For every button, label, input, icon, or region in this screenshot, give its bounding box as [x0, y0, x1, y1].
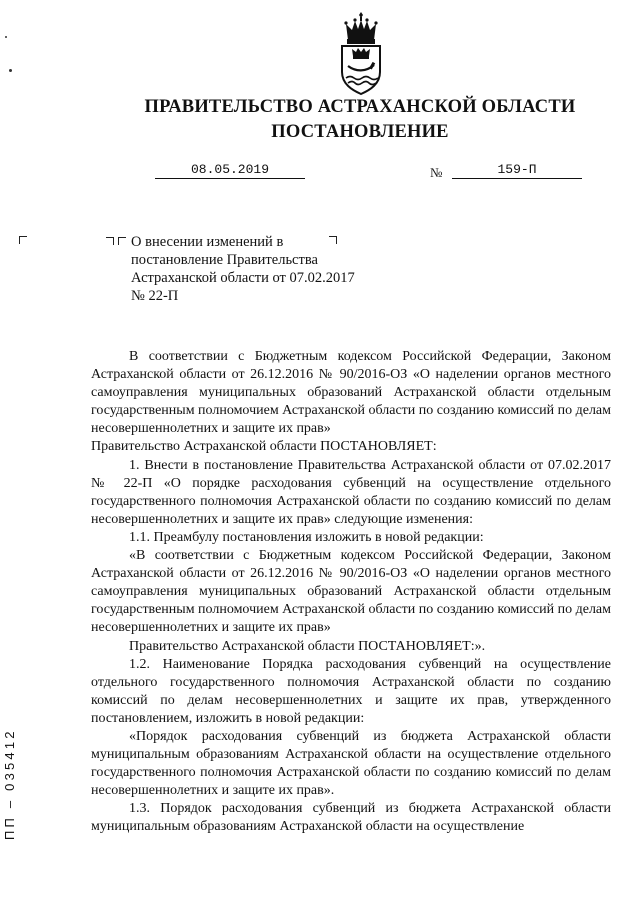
body-paragraph: «В соответствии с Бюджетным кодексом Российской Федерации, Законом Астраханской области от 26.12.2016 № 90/2016-ОЗ «О наделении органов местного самоуправления муниципальных образований Астраханской области отдельным государственным полномочием Астраханской области по созданию комиссий по делам несовершеннолетних и защите их прав»: [91, 548, 612, 636]
body-paragraph: 1.1. Преамбулу постановления изложить в новой редакции:: [129, 529, 484, 545]
government-heading: ПРАВИТЕЛЬСТВО АСТРАХАНСКОЙ ОБЛАСТИ: [144, 97, 576, 117]
form-serial-number: ПП – 035412: [2, 728, 17, 840]
document-body: [91, 348, 611, 837]
document-date: 08.05.2019: [155, 162, 305, 179]
corner-mark: [118, 237, 126, 245]
scan-speck: [9, 69, 12, 72]
body-paragraph: 1. Внести в постановление Правительства Астраханской области от 07.02.2017 № 22-П «О порядке расходования субвенций на осуществление отдельного государственного полномочия Астраханской области по созданию комиссий по делам несовершеннолетних и защите их прав» следующие изменения:: [91, 457, 611, 527]
document-subject: О внесении изменений в постановление Правительства Астраханской области от 07.02.2017 № 22-П: [131, 234, 355, 304]
body-paragraph: 1.3. Порядок расходования субвенций из бюджета Астраханской области муниципальным образованиям Астраханской области на осуществление: [91, 801, 611, 835]
body-paragraph: 1.2. Наименование Порядка расходования субвенций на осуществление отдельного государственного полномочия Астраханской области по созданию комиссий по делам несовершеннолетних и защите их прав, утвержденного постановлением, изложить в новой редакции:: [91, 656, 611, 726]
body-paragraph: «Порядок расходования субвенций из бюджета Астраханской области муниципальным образованиям Астраханской области на осуществление отдельного государственного полномочия Астраханской области по созданию комиссий по делам несовершеннолетних и защите их прав».: [91, 728, 611, 799]
scan-speck: [5, 36, 7, 38]
body-paragraph: В соответствии с Бюджетным кодексом Российской Федерации, Законом Астраханской области от 26.12.2016 № 90/2016-ОЗ «О наделении органов местного самоуправления муниципальных образований Астраханской области отдельным государственным полномочием Астраханской области по созданию комиссий по делам несовершеннолетних и защите их прав»: [91, 349, 612, 437]
coat-of-arms-emblem: [336, 10, 386, 96]
number-sign: №: [430, 165, 443, 180]
corner-mark: [106, 237, 114, 245]
body-paragraph: Правительство Астраханской области ПОСТАНОВЛЯЕТ:».: [129, 638, 486, 654]
corner-mark: [19, 236, 27, 244]
body-paragraph: Правительство Астраханской области ПОСТАНОВЛЯЕТ:: [91, 439, 437, 455]
document-number: 159-П: [452, 162, 582, 179]
document-type-heading: ПОСТАНОВЛЕНИЕ: [271, 122, 449, 142]
